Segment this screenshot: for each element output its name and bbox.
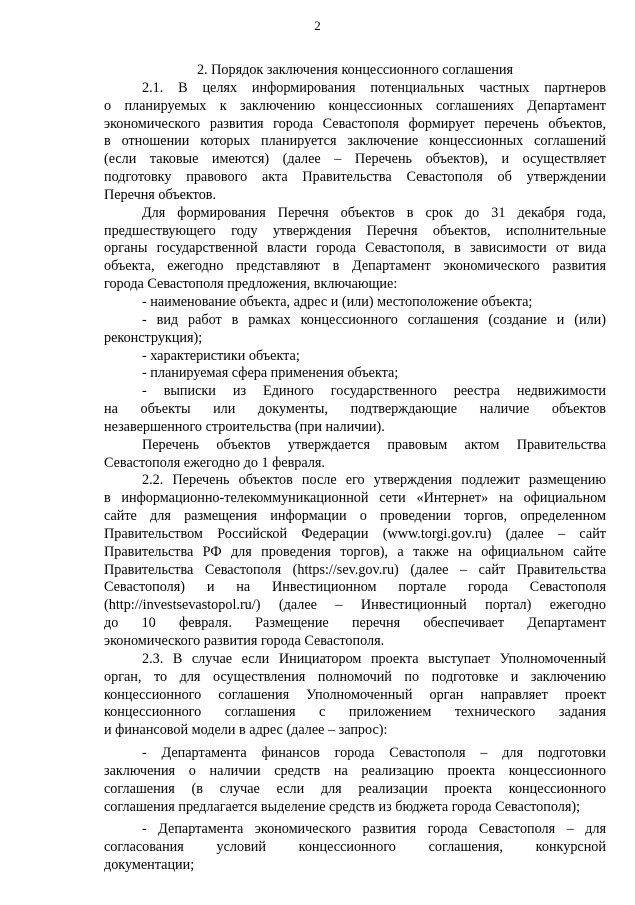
list-item-continuation: согласования условий концессионного соглашения, конкурсной <box>104 839 606 856</box>
paragraph-line: 2.2. Перечень объектов после его утверждения подлежит размещению <box>142 472 606 489</box>
list-item-continuation: на объекты или документы, подтверждающие наличие объектов <box>104 401 606 418</box>
paragraph-line: сайте для размещения информации о проведении торгов, определенном <box>104 508 606 525</box>
paragraph-line: Правительства РФ для проведения торгов), а также на официальном сайте <box>104 543 606 560</box>
paragraph-line: о планируемых к заключению концессионных соглашениях Департамент <box>104 97 606 114</box>
paragraph-line: 2.1. В целях информирования потенциальных частных партнеров <box>142 79 606 96</box>
list-item-continuation: реконструкция); <box>104 329 203 346</box>
paragraph-line: Севастополя) и на Инвестиционном портале города Севастополя <box>104 579 606 596</box>
paragraph-line: Правительством Российской Федерации (www.torgi.gov.ru) (далее – сайт <box>104 525 606 542</box>
list-item: - Департамента финансов города Севастополя – для подготовки <box>142 745 606 762</box>
list-item-continuation: незавершенного строительства (при наличии). <box>104 418 385 435</box>
paragraph-line: (если таковые имеются) (далее – Перечень объектов), и осуществляет <box>104 151 606 168</box>
paragraph-line: орган, то для осуществления полномочий по подготовке и заключению <box>104 668 606 685</box>
paragraph-line: подготовку правового акта Правительства Севастополя об утверждении <box>104 169 606 186</box>
list-item-continuation: документации; <box>104 857 195 874</box>
paragraph-line: 2.3. В случае если Инициатором проекта выступает Уполномоченный <box>142 650 606 667</box>
paragraph-line: и финансовой модели в адрес (далее – запрос): <box>104 722 388 739</box>
paragraph-line: до 10 февраля. Размещение перечня обеспечивает Департамент <box>104 615 606 632</box>
list-item: - характеристики объекта; <box>142 347 300 364</box>
paragraph-line: Перечень объектов утверждается правовым актом Правительства <box>142 436 606 453</box>
paragraph-line: в информационно-телекоммуникационной сети «Интернет» на официальном <box>104 490 606 507</box>
paragraph-line: экономического развития города Севастополя. <box>104 633 385 649</box>
paragraph-line: Правительства Севастополя (https://sev.gov.ru) (далее – сайт Правительства <box>104 561 606 578</box>
list-item-continuation: соглашения предлагается выделение средств из бюджета города Севастополя); <box>104 798 581 815</box>
paragraph-line: органы государственной власти города Севастополя, в зависимости от вида <box>104 240 606 257</box>
paragraph-line: предшествующего году утверждения Перечня объектов, исполнительные <box>104 222 606 239</box>
list-item: - вид работ в рамках концессионного соглашения (создание и (или) <box>142 311 606 328</box>
list-item: - планируемая сфера применения объекта; <box>142 365 399 382</box>
paragraph-line: Севастополя ежегодно до 1 февраля. <box>104 454 325 471</box>
paragraph-line: объекта, ежегодно представляют в Департамент экономического развития <box>104 258 606 275</box>
paragraph-line: (http://investsevastopol.ru/) (далее – Инвестиционный портал) ежегодно <box>104 597 606 614</box>
paragraph-line: концессионного соглашения Уполномоченный орган направляет проект <box>104 686 606 703</box>
paragraph-line: Перечня объектов. <box>104 186 217 203</box>
document-body <box>104 62 606 875</box>
paragraph-line: города Севастополя предложения, включающие: <box>104 276 398 293</box>
list-item: - Департамента экономического развития города Севастополя – для <box>142 821 606 838</box>
paragraph-line: в отношении которых планируется заключение концессионных соглашений <box>104 133 606 150</box>
list-item: - выписки из Единого государственного реестра недвижимости <box>142 383 606 400</box>
paragraph-line: концессионного соглашения с приложением технического задания <box>104 704 606 721</box>
paragraph-line: Для формирования Перечня объектов в срок до 31 декабря года, <box>142 204 606 221</box>
list-item-continuation: заключения о наличии средств на реализацию проекта концессионного <box>104 762 606 779</box>
paragraph-line: экономического развития города Севастополя формирует перечень объектов, <box>104 115 606 132</box>
list-item: - наименование объекта, адрес и (или) местоположение объекта; <box>142 293 533 310</box>
list-item-continuation: соглашения (в случае если для реализации проекта концессионного <box>104 780 606 797</box>
page-number: 2 <box>314 18 321 33</box>
section-title: 2. Порядок заключения концессионного соглашения <box>196 62 514 78</box>
